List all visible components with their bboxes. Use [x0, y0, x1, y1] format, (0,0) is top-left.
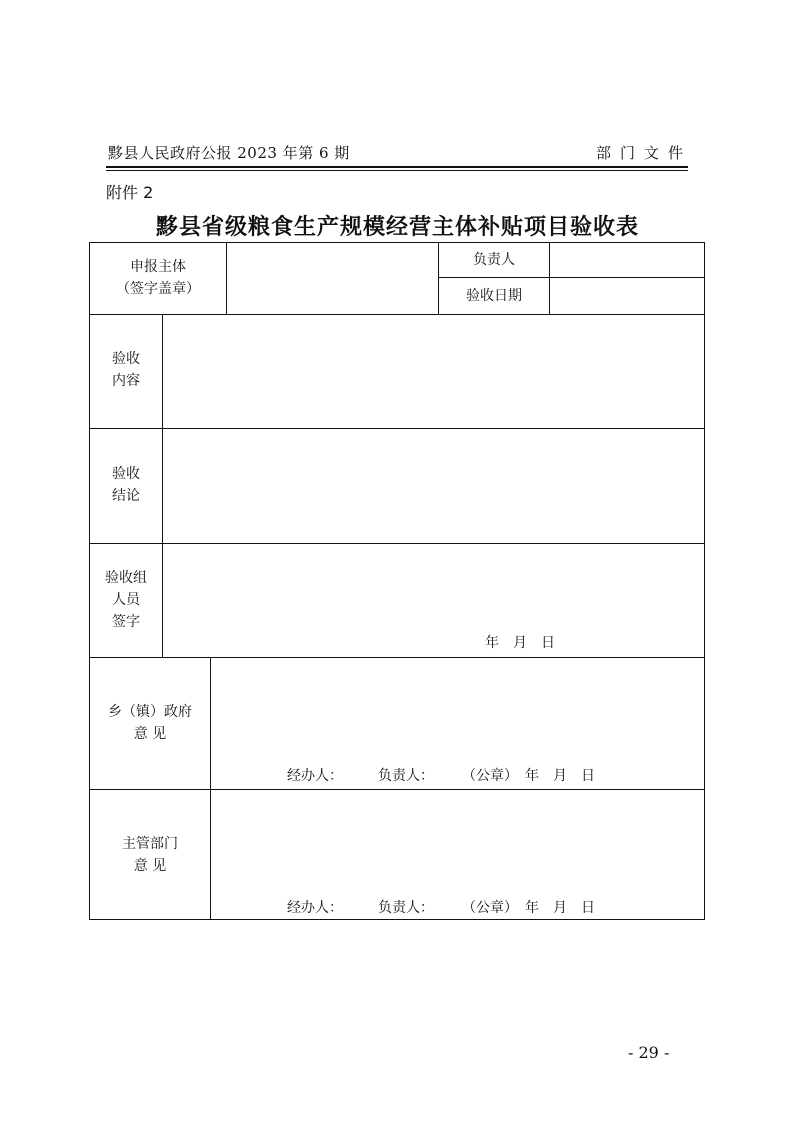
page-number: - 29 -	[628, 1043, 670, 1062]
document-title: 黟县省级粮食生产规模经营主体补贴项目验收表	[155, 215, 639, 240]
header-rule-thick	[106, 166, 688, 168]
running-header-right: 部门文件	[596, 144, 693, 162]
applicant-field[interactable]	[227, 243, 438, 314]
town-government-opinion-label: 乡（镇）政府 意 见	[108, 704, 192, 742]
department-opinion-label: 主管部门 意 见	[122, 836, 178, 874]
acceptance-conclusion-field[interactable]	[163, 429, 704, 543]
applicant-label: 申报主体 （签字盖章）	[116, 259, 200, 297]
department-signature-line: 经办人： 负责人： （公章） 年 月 日	[287, 900, 595, 916]
header-rule-thin	[106, 170, 688, 171]
responsible-label: 负责人	[473, 252, 515, 268]
running-header-left: 黟县人民政府公报 2023 年第 6 期	[108, 144, 350, 162]
acceptance-content-label: 验收 内容	[112, 351, 140, 389]
acceptance-conclusion-label: 验收 结论	[112, 466, 140, 504]
town-signature-line: 经办人： 负责人： （公章） 年 月 日	[287, 768, 595, 784]
acceptance-team-signature-field[interactable]	[163, 544, 704, 657]
acceptance-date-field[interactable]	[550, 278, 704, 314]
acceptance-date-label: 验收日期	[466, 288, 522, 304]
team-signature-date: 年 月 日	[485, 635, 555, 651]
acceptance-form-table	[89, 242, 705, 920]
attachment-label: 附件 2	[106, 183, 154, 202]
acceptance-content-field[interactable]	[163, 315, 704, 428]
responsible-field[interactable]	[550, 243, 704, 277]
acceptance-team-label: 验收组 人员 签字	[105, 570, 147, 630]
